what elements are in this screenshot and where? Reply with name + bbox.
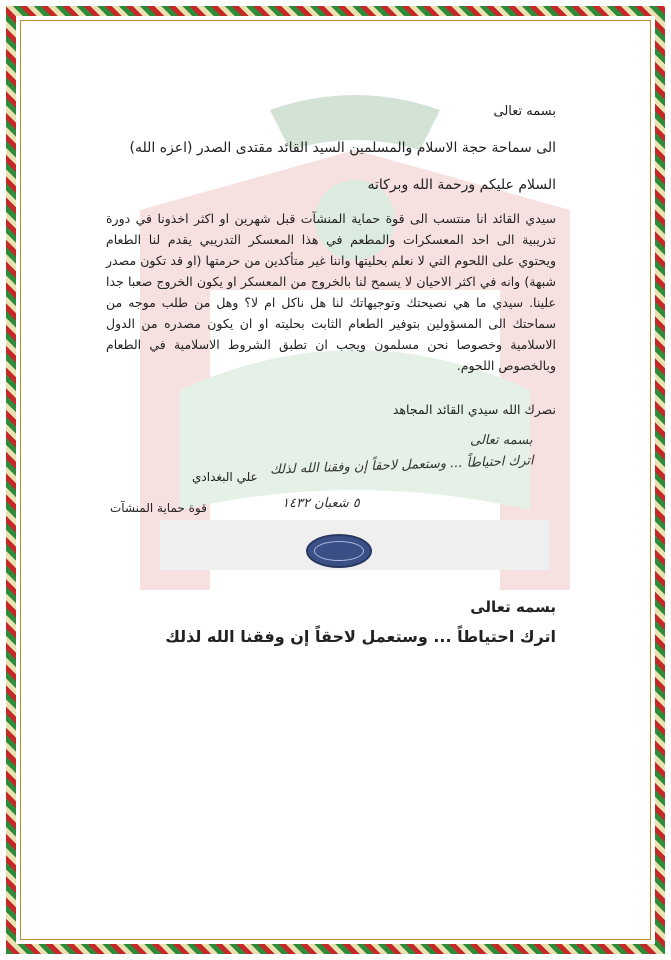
letter-address: الى سماحة حجة الاسلام والمسلمين السيد القائد مقتدى الصدر (اعزه الله) (129, 140, 556, 156)
letter-heading: بسمه تعالى (493, 104, 556, 119)
handwritten-answer: اترك احتياطاً ... وستعمل لاحقاً إن وفقنا الله لذلك (269, 453, 534, 478)
reply-text: اترك احتياطاً ... وستعمل لاحقاً إن وفقنا الله لذلك (165, 627, 556, 646)
official-seal (306, 534, 372, 568)
handwritten-heading: بسمه تعالى (470, 433, 533, 448)
letter-closing: نصرك الله سيدي القائد المجاهد (392, 402, 556, 417)
sender-unit: قوة حماية المنشآت (110, 501, 207, 515)
letter-greeting: السلام عليكم ورحمة الله وبركاته (367, 177, 556, 193)
sender-name: علي البغدادي (192, 470, 258, 484)
letter-body: سيدي القائد انا منتسب الى قوة حماية المنشآت قبل شهرين او اكثر اخذونا في دورة تدريبية الى احد المعسكرات والمطعم في هذا المعسكر التدريبي يقدم لنا الطعام ويحتوي على اللحوم التي لا نعلم بحليتها واننا غير متأكدين من حرمتها (او قد تكون مصدر شبهة) وانه في اكثر الاحيان لا يسمح لنا بالخروج من المعسكر او يكون الخروج صعبا جدا علينا. سيدي ما هي نصيحتك وتوجيهاتك لنا هل ناكل ام لا؟ وهل من طلب موجه من سماحتك الى المسؤولين بتوفير الطعام الثابت بحليته او ان يكون مصدره من الدول الاسلامية وخصوصا نحن مسلمون ويجب ان تطبق الشروط الاسلامية في الطعام وبالخصوص اللحوم. (106, 211, 556, 373)
handwritten-date: ٥ شعبان ١٤٣٢ (282, 496, 360, 511)
reply-heading: بسمه تعالى (470, 598, 556, 616)
